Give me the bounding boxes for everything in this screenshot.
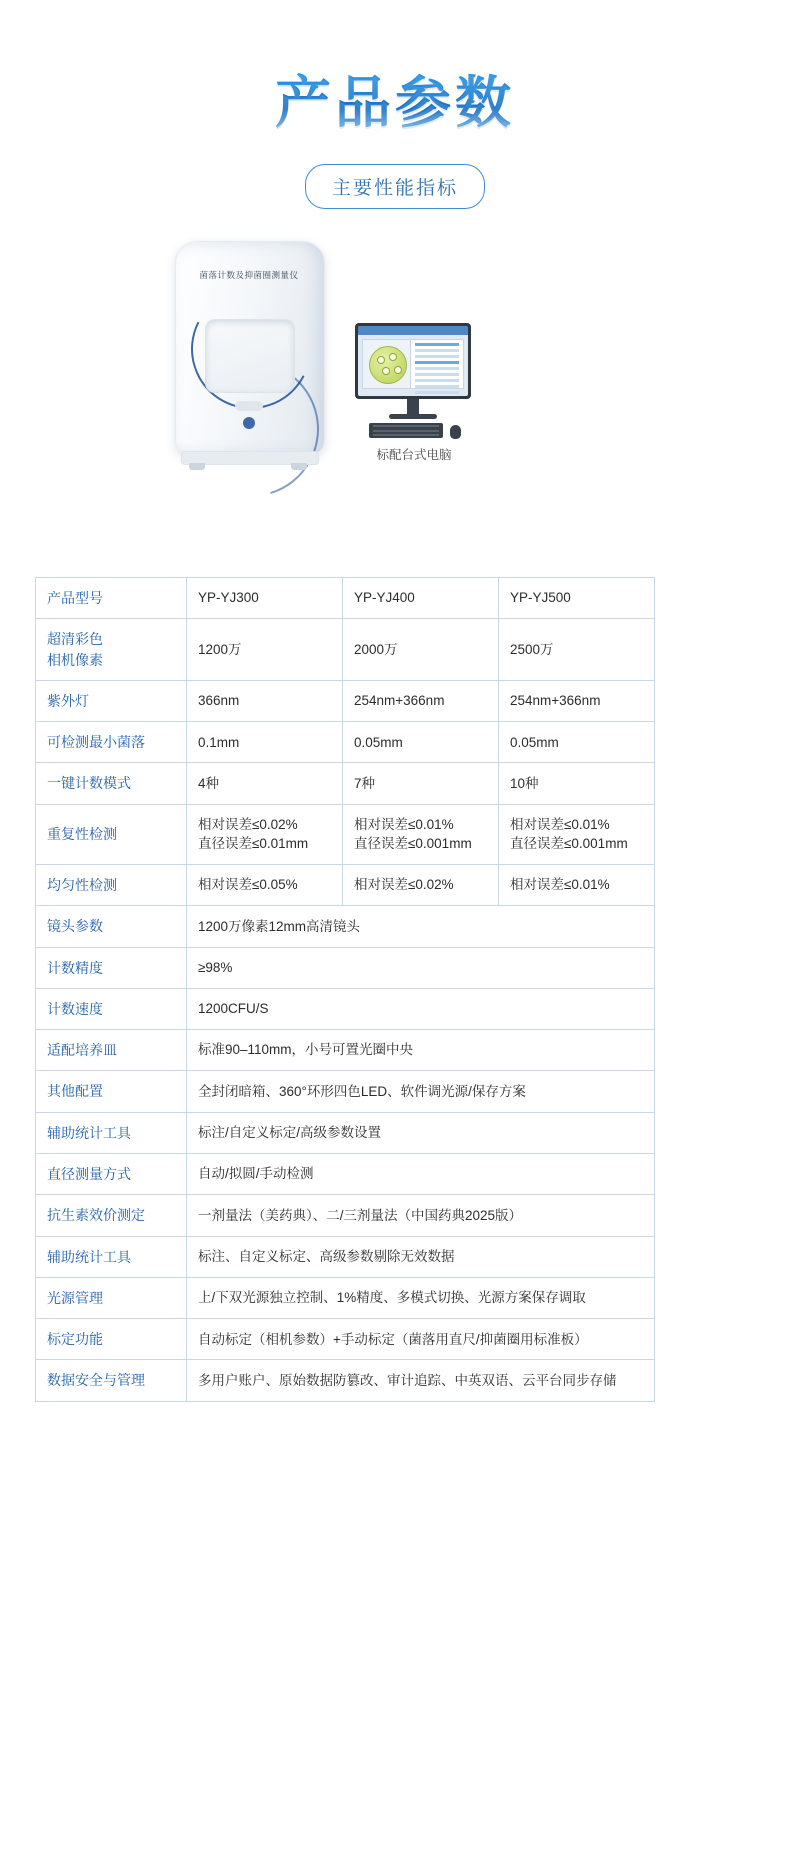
row-value-line: 相对误差≤0.01% [510, 816, 610, 832]
row-label: 产品型号 [36, 578, 187, 619]
table-row [36, 1277, 655, 1318]
row-value: 7种 [343, 763, 499, 804]
row-value: YP-YJ400 [343, 578, 499, 619]
row-value: 254nm+366nm [499, 680, 655, 721]
table-row [36, 1071, 655, 1112]
instrument-foot-right [291, 463, 307, 470]
mouse-icon [450, 425, 461, 439]
row-label: 可检测最小菌落 [36, 722, 187, 763]
table-row [36, 1360, 655, 1401]
row-value: 4种 [187, 763, 343, 804]
monitor-stand-neck [407, 399, 419, 415]
row-value: 2500万 [499, 619, 655, 681]
row-value: 1200万像素12mm高清镜头 [187, 906, 655, 947]
subtitle-row [0, 164, 790, 209]
page-title: 产品参数 [0, 72, 790, 134]
spec-table-body [36, 578, 655, 1402]
row-value: 全封闭暗箱、360°环形四色LED、软件调光源/保存方案 [187, 1071, 655, 1112]
row-value: 366nm [187, 680, 343, 721]
table-row [36, 906, 655, 947]
row-value: 一剂量法（美药典）、二/三剂量法（中国药典2025版） [187, 1195, 655, 1236]
row-label: 紫外灯 [36, 680, 187, 721]
row-label: 一键计数模式 [36, 763, 187, 804]
screen-data-panel [410, 339, 464, 389]
table-row [36, 619, 655, 681]
table-row [36, 1195, 655, 1236]
row-label: 计数速度 [36, 988, 187, 1029]
row-value-line: 直径误差≤0.001mm [354, 836, 472, 852]
row-value: 相对误差≤0.02% [343, 864, 499, 905]
table-row [36, 864, 655, 905]
row-value: 2000万 [343, 619, 499, 681]
monitor-screen [358, 326, 468, 396]
row-value: 标注、自定义标定、高级参数剔除无效数据 [187, 1236, 655, 1277]
instrument-illustration [175, 241, 323, 473]
instrument-foot-left [189, 463, 205, 470]
table-row [36, 804, 655, 864]
row-value: 10种 [499, 763, 655, 804]
computer-caption: 标配台式电脑 [376, 447, 452, 462]
row-label: 光源管理 [36, 1277, 187, 1318]
row-label-line: 相机像素 [47, 651, 103, 668]
row-label: 其他配置 [36, 1071, 187, 1112]
row-value: ≥98% [187, 947, 655, 988]
row-label: 抗生素效价测定 [36, 1195, 187, 1236]
table-row [36, 722, 655, 763]
instrument-logo-icon [243, 417, 255, 429]
table-row [36, 578, 655, 619]
row-value-line: 相对误差≤0.02% [198, 816, 298, 832]
row-value: 相对误差≤0.05% [187, 864, 343, 905]
row-value [187, 804, 343, 864]
table-row [36, 680, 655, 721]
table-row [36, 947, 655, 988]
row-value: 标注/自定义标定/高级参数设置 [187, 1112, 655, 1153]
monitor-stand-base [389, 414, 437, 419]
row-value: 自动/拟圆/手动检测 [187, 1153, 655, 1194]
row-label: 辅助统计工具 [36, 1112, 187, 1153]
row-value: 标准90–110mm，小号可置光圈中央 [187, 1030, 655, 1071]
petri-dish-icon [369, 346, 407, 384]
row-value [499, 804, 655, 864]
monitor [355, 323, 471, 399]
row-value: 1200CFU/S [187, 988, 655, 1029]
row-label: 标定功能 [36, 1319, 187, 1360]
row-label: 均匀性检测 [36, 864, 187, 905]
row-value: 相对误差≤0.01% [499, 864, 655, 905]
row-label: 镜头参数 [36, 906, 187, 947]
row-value: 254nm+366nm [343, 680, 499, 721]
row-value: 上/下双光源独立控制、1%精度、多模式切换、光源方案保存调取 [187, 1277, 655, 1318]
row-value [343, 804, 499, 864]
product-illustration-area [0, 233, 790, 501]
screen-image-panel [362, 339, 412, 389]
row-value: 多用户账户、原始数据防篡改、审计追踪、中英双语、云平台同步存储 [187, 1360, 655, 1401]
instrument-handle [235, 401, 263, 411]
row-label: 辅助统计工具 [36, 1236, 187, 1277]
row-value-line: 直径误差≤0.001mm [510, 836, 628, 852]
row-value: 0.1mm [187, 722, 343, 763]
row-value: 0.05mm [343, 722, 499, 763]
row-label [36, 619, 187, 681]
instrument-label: 菌落计数及抑菌圈测量仪 [199, 269, 299, 280]
table-row [36, 1319, 655, 1360]
row-value: 0.05mm [499, 722, 655, 763]
computer-illustration [355, 323, 473, 462]
table-row [36, 1236, 655, 1277]
table-row [36, 1153, 655, 1194]
row-label: 数据安全与管理 [36, 1360, 187, 1401]
row-value: YP-YJ500 [499, 578, 655, 619]
keyboard-icon [369, 423, 443, 438]
row-value: YP-YJ300 [187, 578, 343, 619]
table-row [36, 1030, 655, 1071]
subtitle-badge: 主要性能指标 [305, 164, 485, 209]
row-label: 适配培养皿 [36, 1030, 187, 1071]
row-label: 直径测量方式 [36, 1153, 187, 1194]
row-label: 计数精度 [36, 947, 187, 988]
product-spec-page [0, 72, 790, 1850]
screen-toolbar [358, 326, 468, 335]
row-value-line: 直径误差≤0.01mm [198, 836, 309, 852]
row-label-line: 超清彩色 [47, 631, 103, 648]
table-row [36, 1112, 655, 1153]
table-row [36, 763, 655, 804]
instrument-door [205, 319, 295, 393]
row-label: 重复性检测 [36, 804, 187, 864]
table-row [36, 988, 655, 1029]
row-value: 自动标定（相机参数）+手动标定（菌落用直尺/抑菌圈用标准板） [187, 1319, 655, 1360]
row-value: 1200万 [187, 619, 343, 681]
row-value-line: 相对误差≤0.01% [354, 816, 454, 832]
specification-table [35, 577, 655, 1402]
